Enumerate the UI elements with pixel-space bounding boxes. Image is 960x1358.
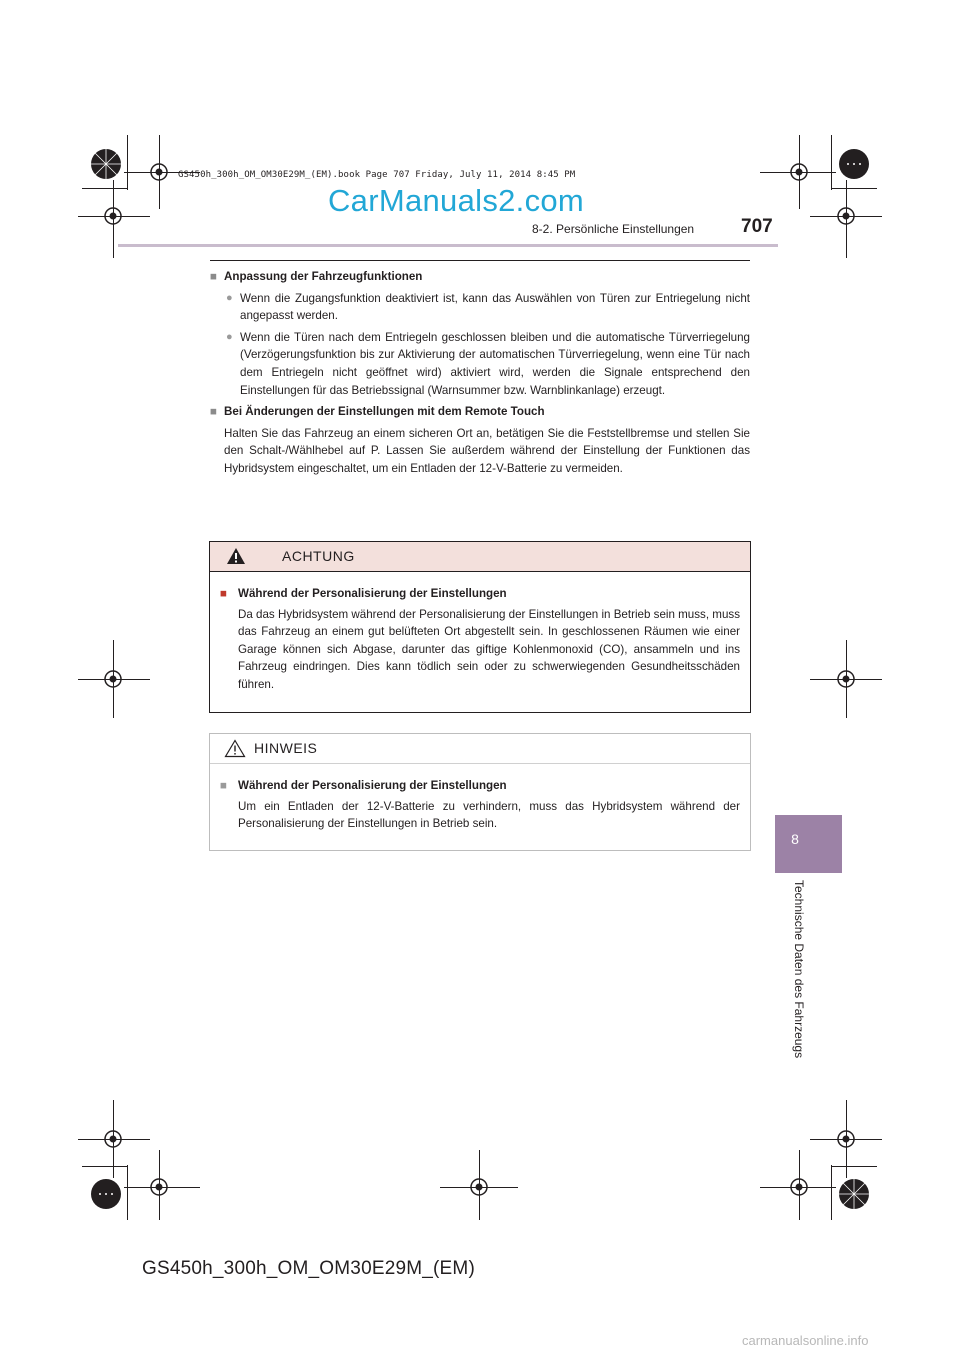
registration-disc-icon — [88, 146, 124, 182]
crosshair-icon — [468, 1176, 490, 1198]
book-file-info: GS450h_300h_OM_OM30E29M_(EM).book Page 707 Friday, July 11, 2014 8:45 PM — [178, 170, 576, 180]
square-bullet-icon: ■ — [210, 270, 218, 283]
footer-watermark: carmanualsonline.info — [742, 1333, 869, 1348]
registration-disc-icon — [836, 146, 872, 182]
crosshair-icon — [102, 668, 124, 690]
watermark-logo: CarManuals2.com — [328, 183, 585, 218]
page-number: 707 — [741, 216, 773, 237]
section-heading: ■ Anpassung der Fahrzeugfunktionen — [210, 268, 750, 286]
crosshair-icon — [102, 1128, 124, 1150]
crosshair-icon — [835, 668, 857, 690]
crosshair-icon — [148, 1176, 170, 1198]
circle-bullet-icon: ● — [226, 330, 233, 343]
square-bullet-icon: ■ — [220, 587, 228, 600]
crosshair-icon — [835, 205, 857, 227]
square-bullet-icon: ■ — [210, 405, 218, 419]
warning-heading: ■ Während der Personalisierung der Einstellungen — [220, 585, 740, 603]
crosshair-icon — [102, 205, 124, 227]
notice-triangle-icon — [224, 739, 246, 758]
registration-disc-icon — [88, 1176, 124, 1212]
warning-header — [210, 542, 750, 572]
chapter-number: 8 — [791, 831, 799, 847]
crosshair-icon — [835, 1128, 857, 1150]
crosshair-icon — [788, 161, 810, 183]
document-code: GS450h_300h_OM_OM30E29M_(EM) — [142, 1258, 475, 1279]
header-bar — [118, 244, 778, 247]
list-item: ● Wenn die Türen nach dem Entriegeln geschlossen bleiben und die automatische Türverriegelung (Verzögerungsfunktion bis zur Aktivierung der automatischen Türverriegelung, wenn eine Tür nach dem Entriegeln nicht geöffnet wird) aktiviert wird, werden die Signale entsprechend den Einstellungen für das Betriebssignal (Warnsummer bzw. Warnblinkanlage) erzeugt. — [210, 329, 750, 399]
main-content — [210, 268, 750, 478]
notice-heading: ■ Während der Personalisierung der Einstellungen — [220, 777, 740, 795]
warning-title: ACHTUNG — [282, 548, 355, 564]
notice-header — [210, 734, 750, 764]
paragraph: Halten Sie das Fahrzeug an einem sicheren Ort an, betätigen Sie die Feststellbremse und stellen Sie den Schalt-/Wählhebel auf P. Lassen Sie außerdem während der Einstellung der Funktionen das Hybridsystem eingeschaltet, um ein Entladen der 12-V-Batterie zu vermeiden. — [224, 426, 750, 475]
circle-bullet-icon: ● — [226, 291, 233, 304]
warning-text: Da das Hybridsystem während der Personalisierung der Einstellungen in Betrieb sein muss, muss das Fahrzeug an einem gut belüfteten Ort abgestellt sein. In geschlossenen Räumen wie einer Garage können sich Abgase, darunter das giftige Kohlenmonoxid (CO), ansammeln und ins Fahrzeug eindringen. Dies kann tödlich sein oder zu schwerwiegenden Gesundheitsschäden führen. — [238, 607, 740, 691]
crosshair-icon — [788, 1176, 810, 1198]
registration-disc-icon — [836, 1176, 872, 1212]
header-rule — [210, 260, 750, 261]
square-bullet-icon: ■ — [220, 779, 228, 792]
notice-text: Um ein Entladen der 12-V-Batterie zu verhindern, muss das Hybridsystem während der Personalisierung der Einstellungen in Betrieb sein. — [238, 799, 740, 831]
warning-triangle-icon — [226, 547, 246, 565]
chapter-tab — [775, 815, 842, 873]
notice-box — [209, 733, 751, 851]
notice-title: HINWEIS — [254, 740, 318, 756]
section-title: 8-2. Persönliche Einstellungen — [532, 222, 695, 236]
crosshair-icon — [148, 161, 170, 183]
chapter-label: Technische Daten des Fahrzeugs — [792, 880, 806, 1059]
list-item: ● Wenn die Zugangsfunktion deaktiviert ist, kann das Auswählen von Türen zur Entriegelung nicht angepasst werden. — [210, 290, 750, 325]
section-heading: ■ Bei Änderungen der Einstellungen mit dem Remote Touch — [210, 403, 750, 421]
warning-box — [209, 541, 751, 713]
